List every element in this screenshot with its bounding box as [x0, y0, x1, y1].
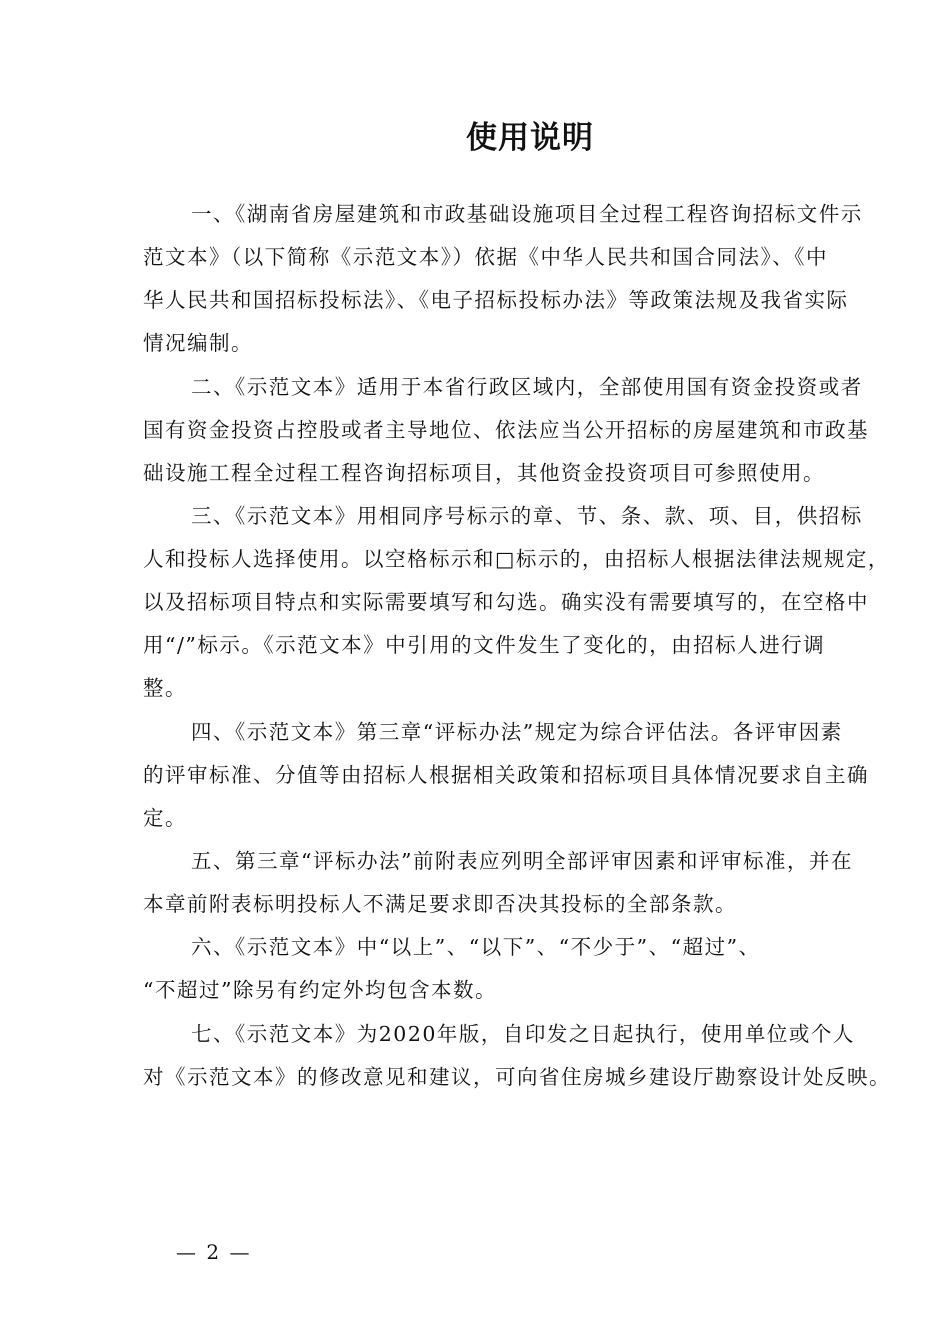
paragraph-line: 整。	[143, 676, 187, 700]
paragraph-line: 对《示范文本》的修改意见和建议，可向省住房城乡建设厅勘察设计处反映。	[143, 1065, 891, 1089]
paragraph-line: 础设施工程全过程工程咨询招标项目，其他资金投资项目可参照使用。	[143, 461, 825, 485]
paragraph-line: 六、《示范文本》中“以上”、“以下”、“不少于”、“超过”、	[191, 935, 761, 959]
paragraph-line: 用“/”标示。《示范文本》中引用的文件发生了变化的，由招标人进行调	[143, 633, 826, 657]
paragraph-line: 本章前附表标明投标人不满足要求即否决其投标的全部条款。	[143, 892, 737, 916]
page-number: — 2 —	[176, 1240, 252, 1264]
paragraph-5	[143, 840, 883, 926]
paragraph-line: 华人民共和国招标投标法》、《电子招标投标办法》等政策法规及我省实际	[143, 288, 849, 312]
paragraph-1	[143, 193, 883, 365]
page-title: 使用说明	[466, 120, 594, 156]
paragraph-line: 一、《湖南省房屋建筑和市政基础设施项目全过程工程咨询招标文件示	[191, 202, 863, 226]
paragraph-line: 二、《示范文本》适用于本省行政区域内，全部使用国有资金投资或者	[191, 375, 863, 399]
paragraph-line: 范文本》（以下简称《示范文本》）依据《中华人民共和国合同法》、《中	[143, 245, 828, 269]
paragraph-line: 以及招标项目特点和实际需要填写和勾选。确实没有需要填写的，在空格中	[143, 590, 869, 614]
paragraph-line: 五、第三章“评标办法”前附表应列明全部评审因素和评审标准，并在	[191, 849, 853, 873]
paragraph-line: 的评审标准、分值等由招标人根据相关政策和招标项目具体情况要求自主确	[143, 763, 869, 787]
paragraph-line: 人和投标人选择使用。以空格标示和□标示的，由招标人根据法律法规规定，	[143, 547, 890, 571]
paragraph-4	[143, 711, 883, 840]
paragraph-6	[143, 926, 883, 1012]
paragraph-line: 情况编制。	[143, 331, 253, 355]
paragraph-line: 四、《示范文本》第三章“评标办法”规定为综合评估法。各评审因素	[191, 720, 843, 744]
paragraph-3	[143, 495, 890, 710]
paragraph-line: “不超过”除另有约定外均包含本数。	[143, 978, 497, 1002]
paragraph-7	[143, 1013, 891, 1099]
paragraph-line: 三、《示范文本》用相同序号标示的章、节、条、款、项、目，供招标	[191, 504, 863, 528]
paragraph-line: 定。	[143, 806, 187, 830]
paragraph-line: 七、《示范文本》为2020年版，自印发之日起执行，使用单位或个人	[191, 1022, 855, 1046]
paragraph-2	[143, 366, 883, 495]
paragraph-line: 国有资金投资占控股或者主导地位、依法应当公开招标的房屋建筑和市政基	[143, 418, 869, 442]
